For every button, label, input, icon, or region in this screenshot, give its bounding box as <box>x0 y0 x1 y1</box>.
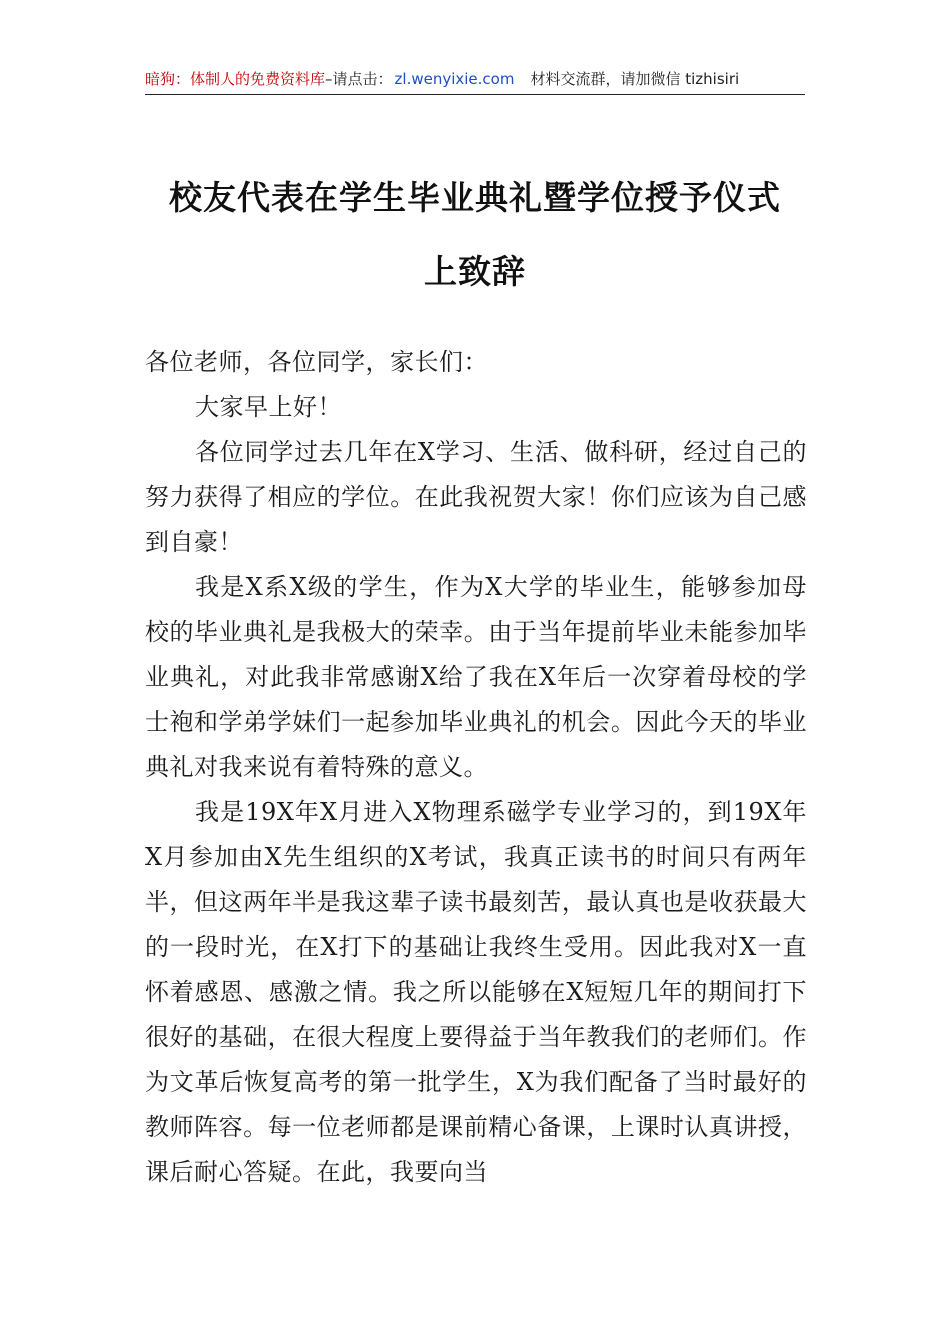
body-paragraph-3: 我是19X年X月进入X物理系磁学专业学习的，到19X年X月参加由X先生组织的X考试，我真正读书的时间只有两年半，但这两年半是我这辈子读书最刻苦，最认真也是收获最大的一段时光，在X打下的基础让我终生受用。因此我对X一直怀着感恩、感激之情。我之所以能够在X短短几年的期间打下很好的基础，在很大程度上要得益于当年教我们的老师们。作为文革后恢复高考的第一批学生，X为我们配备了当时最好的教师阵容。每一位老师都是课前精心备课，上课时认真讲授，课后耐心答疑。在此，我要向当 <box>145 798 807 1186</box>
header-contact-text: 材料交流群，请加微信 tizhisiri <box>530 70 740 88</box>
document-title-line-2: 上致辞 <box>424 252 526 291</box>
header-website-link[interactable]: zl.wenyixie.com <box>394 70 515 88</box>
salutation: 各位老师，各位同学，家长们： <box>145 348 488 376</box>
header-brand-text: 暗狗：体制人的免费资料库 <box>145 70 326 88</box>
greeting: 大家早上好！ <box>195 393 342 421</box>
body-paragraph-1: 各位同学过去几年在X学习、生活、做科研，经过自己的努力获得了相应的学位。在此我祝贺大家！你们应该为自己感到自豪！ <box>145 438 807 556</box>
document-body <box>145 340 807 1195</box>
document-title-line-1: 校友代表在学生毕业典礼暨学位授予仪式 <box>169 178 781 217</box>
header-prompt-text: –请点击： <box>325 70 393 88</box>
page-header <box>145 66 805 95</box>
body-paragraph-2: 我是X系X级的学生，作为X大学的毕业生，能够参加母校的毕业典礼是我极大的荣幸。由于当年提前毕业未能参加毕业典礼，对此我非常感谢X给了我在X年后一次穿着母校的学士袍和学弟学妹们一起参加毕业典礼的机会。因此今天的毕业典礼对我来说有着特殊的意义。 <box>145 573 807 781</box>
